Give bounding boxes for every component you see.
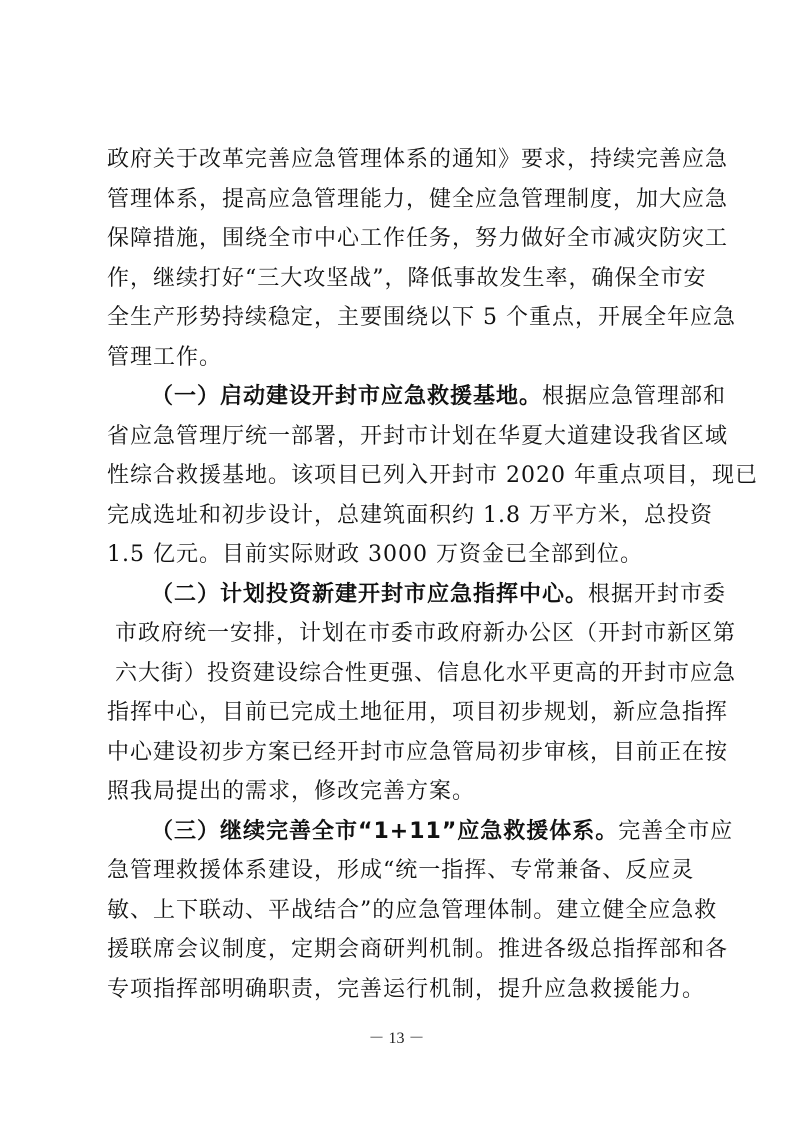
body-text-line: 保障措施，围绕全市中心工作任务，努力做好全市减灾防灾工	[107, 226, 729, 251]
body-text-line: 全生产形势持续稳定，主要围绕以下 5 个重点，开展全年应急	[107, 305, 736, 330]
body-text-line: 指挥中心，目前已完成土地征用，项目初步规划，新应急指挥	[107, 700, 729, 725]
body-text-line: 专项指挥部明确职责，完善运行机制，提升应急救援能力。	[107, 977, 706, 1002]
body-text-line: 管理工作。	[107, 345, 223, 370]
body-text-line: 中心建设初步方案已经开封市应急管局初步审核，目前正在按	[107, 740, 729, 765]
body-text-line: 援联席会议制度，定期会商研判机制。推进各级总指挥部和各	[107, 937, 729, 962]
section-heading-1: （一）启动建设开封市应急救援基地。	[151, 384, 543, 409]
paragraph-first-line	[151, 580, 751, 610]
body-text-line: 急管理救援体系建设，形成“统一指挥、专常兼备、反应灵	[107, 858, 695, 883]
body-text-span: 完善全市应	[618, 819, 734, 844]
section-heading-2: （二）计划投资新建开封市应急指挥中心。	[151, 582, 589, 607]
page-number: － 13 －	[368, 1030, 425, 1047]
paragraph-first-line	[151, 382, 751, 412]
body-text-line: 性综合救援基地。该项目已列入开封市 2020 年重点项目，现已	[107, 463, 758, 488]
body-text-line: 管理体系，提高应急管理能力，健全应急管理制度，加大应急	[107, 187, 729, 212]
body-text-line: 敏、上下联动、平战结合”的应急管理体制。建立健全应急救	[107, 898, 718, 923]
body-text-line: 作，继续打好“三大攻坚战”，降低事故发生率，确保全市安	[107, 266, 707, 291]
body-text-line: 完成选址和初步设计，总建筑面积约 1.8 万平方米，总投资	[107, 503, 713, 528]
body-text-line: 六大街）投资建设综合性更强、信息化水平更高的开封市应急	[115, 661, 737, 686]
body-text-line: 1.5 亿元。目前实际财政 3000 万资金已全部到位。	[107, 542, 643, 567]
body-text-span: 根据开封市委	[588, 582, 727, 607]
body-text-line: 省应急管理厅统一部署，开封市计划在华夏大道建设我省区域	[107, 424, 729, 449]
paragraph-first-line	[151, 817, 751, 847]
body-text-span: 根据应急管理部和	[542, 384, 727, 409]
body-text-line: 照我局提出的需求，修改完善方案。	[107, 779, 476, 804]
body-text-line: 政府关于改革完善应急管理体系的通知》要求，持续完善应急	[107, 147, 729, 172]
body-text-line: 市政府统一安排，计划在市委市政府新办公区（开封市新区第	[115, 621, 737, 646]
section-heading-3: （三）继续完善全市“1+11”应急救援体系。	[151, 819, 619, 844]
